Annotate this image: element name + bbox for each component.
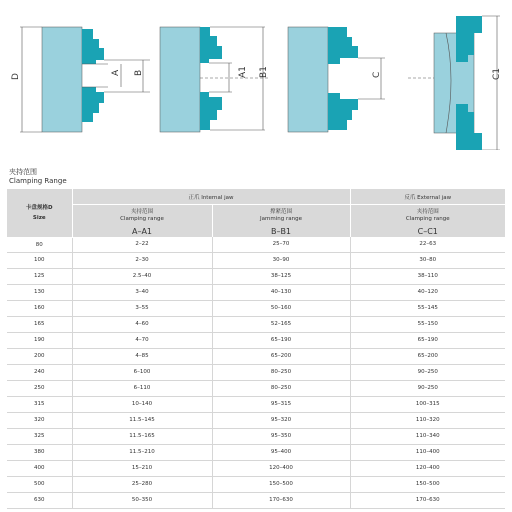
clamping-cell: 6–110: [72, 380, 212, 396]
table-row: [7, 316, 505, 332]
external-cell: 110–400: [350, 444, 505, 460]
label-a: A: [111, 69, 121, 76]
caption-en: Clamping Range: [9, 177, 67, 185]
external-cell: 40–120: [350, 284, 505, 300]
size-cell: 250: [7, 380, 72, 396]
external-cell: 55–150: [350, 316, 505, 332]
jamming-cell: 38–125: [212, 268, 350, 284]
clamping-cell: 50–350: [72, 492, 212, 508]
size-cell: 130: [7, 284, 72, 300]
clamping-cell: 25–280: [72, 476, 212, 492]
size-cell: 315: [7, 396, 72, 412]
caption-zh: 夹持范围: [9, 168, 37, 176]
jamming-cell: 95–315: [212, 396, 350, 412]
external-cell: 65–190: [350, 332, 505, 348]
external-cell: 90–250: [350, 380, 505, 396]
jamming-cell: 30–90: [212, 252, 350, 268]
jam-en: Jamming range: [260, 215, 302, 222]
external-cell: 110–340: [350, 428, 505, 444]
label-c: C: [372, 71, 382, 78]
external-clamping-range-header: [350, 205, 505, 227]
clamping-cell: 4–85: [72, 348, 212, 364]
size-cell: 190: [7, 332, 72, 348]
size-cell: 325: [7, 428, 72, 444]
external-cell: 22–63: [350, 237, 505, 252]
col-c-header: C–C1: [350, 226, 505, 237]
jamming-cell: 40–130: [212, 284, 350, 300]
diagram-reversed-jaw: [408, 16, 502, 150]
jamming-cell: 65–190: [212, 332, 350, 348]
label-b: B: [134, 69, 144, 76]
size-cell: 380: [7, 444, 72, 460]
clamp-en: Clamping range: [120, 215, 164, 222]
table-row: [7, 300, 505, 316]
jamming-cell: 25–70: [212, 237, 350, 252]
clamp2-zh: 夹持范围: [416, 208, 439, 215]
jamming-cell: 170–630: [212, 492, 350, 508]
clamping-range-header: [72, 205, 212, 227]
table-header: [7, 189, 505, 237]
table-row: [7, 476, 505, 492]
diagram-external-clamping: [288, 27, 385, 132]
size-cell: 160: [7, 300, 72, 316]
clamping-cell: 10–140: [72, 396, 212, 412]
jamming-range-header: [212, 205, 350, 227]
label-c1: C1: [492, 67, 502, 80]
table-row: [7, 284, 505, 300]
size-cell: 80: [7, 237, 72, 252]
table-row: [7, 364, 505, 380]
table-row: [7, 237, 505, 252]
external-cell: 100–315: [350, 396, 505, 412]
col-b-header: B–B1: [212, 226, 350, 237]
external-cell: 38–110: [350, 268, 505, 284]
label-a1: A1: [238, 66, 248, 78]
col-a-header: A–A1: [72, 226, 212, 237]
table-row: [7, 332, 505, 348]
clamping-cell: 2–30: [72, 252, 212, 268]
jamming-cell: 80–250: [212, 364, 350, 380]
size-cell: 400: [7, 460, 72, 476]
table-row: [7, 268, 505, 284]
clamping-cell: 15–210: [72, 460, 212, 476]
external-cell: 90–250: [350, 364, 505, 380]
diagram-jamming: [160, 27, 270, 132]
clamping-cell: 11.5–145: [72, 412, 212, 428]
clamping-cell: 4–70: [72, 332, 212, 348]
clamping-cell: 2–22: [72, 237, 212, 252]
external-cell: 120–400: [350, 460, 505, 476]
jamming-cell: 50–160: [212, 300, 350, 316]
size-cell: 320: [7, 412, 72, 428]
size-cell: 165: [7, 316, 72, 332]
table-row: [7, 380, 505, 396]
internal-jaw-header: 正爪 Internal jaw: [72, 189, 350, 205]
table-row: [7, 428, 505, 444]
table-row: [7, 396, 505, 412]
clamp2-en: Clamping range: [405, 215, 450, 222]
size-cell: 200: [7, 348, 72, 364]
jamming-cell: 65–200: [212, 348, 350, 364]
table-row: [7, 492, 505, 508]
size-header-zh: 卡盘规格D: [25, 204, 53, 211]
jamming-cell: 95–350: [212, 428, 350, 444]
clamping-cell: 4–60: [72, 316, 212, 332]
size-cell: 500: [7, 476, 72, 492]
external-jaw-header: 反爪 External jaw: [350, 189, 505, 205]
table-row: [7, 412, 505, 428]
external-cell: 30–80: [350, 252, 505, 268]
size-header-en: Size: [32, 214, 46, 221]
table-row: [7, 348, 505, 364]
external-cell: 110–320: [350, 412, 505, 428]
size-cell: 125: [7, 268, 72, 284]
clamping-cell: 3–55: [72, 300, 212, 316]
jaw-diagrams: [0, 0, 512, 150]
jamming-cell: 95–400: [212, 444, 350, 460]
jamming-cell: 80–250: [212, 380, 350, 396]
size-header: [7, 189, 72, 237]
clamping-cell: 2.5–40: [72, 268, 212, 284]
external-cell: 170–630: [350, 492, 505, 508]
jam-zh: 撑紧范围: [269, 208, 292, 215]
size-cell: 100: [7, 252, 72, 268]
table-row: [7, 460, 505, 476]
clamping-cell: 6–100: [72, 364, 212, 380]
diagram-internal-clamping: [11, 27, 150, 132]
table-row: [7, 444, 505, 460]
clamping-range-table: [7, 189, 505, 509]
table-row: [7, 252, 505, 268]
clamp-zh: 夹持范围: [130, 208, 153, 215]
clamping-cell: 3–40: [72, 284, 212, 300]
size-cell: 240: [7, 364, 72, 380]
jamming-cell: 150–500: [212, 476, 350, 492]
clamping-cell: 11.5–210: [72, 444, 212, 460]
clamping-range-caption: [9, 168, 67, 186]
external-cell: 150–500: [350, 476, 505, 492]
jamming-cell: 52–165: [212, 316, 350, 332]
label-d: D: [11, 73, 21, 80]
table-body: [7, 237, 505, 508]
external-cell: 65–200: [350, 348, 505, 364]
label-b1: B1: [259, 66, 269, 78]
external-cell: 55–145: [350, 300, 505, 316]
jamming-cell: 95–320: [212, 412, 350, 428]
jamming-cell: 120–400: [212, 460, 350, 476]
clamping-cell: 11.5–165: [72, 428, 212, 444]
size-cell: 630: [7, 492, 72, 508]
